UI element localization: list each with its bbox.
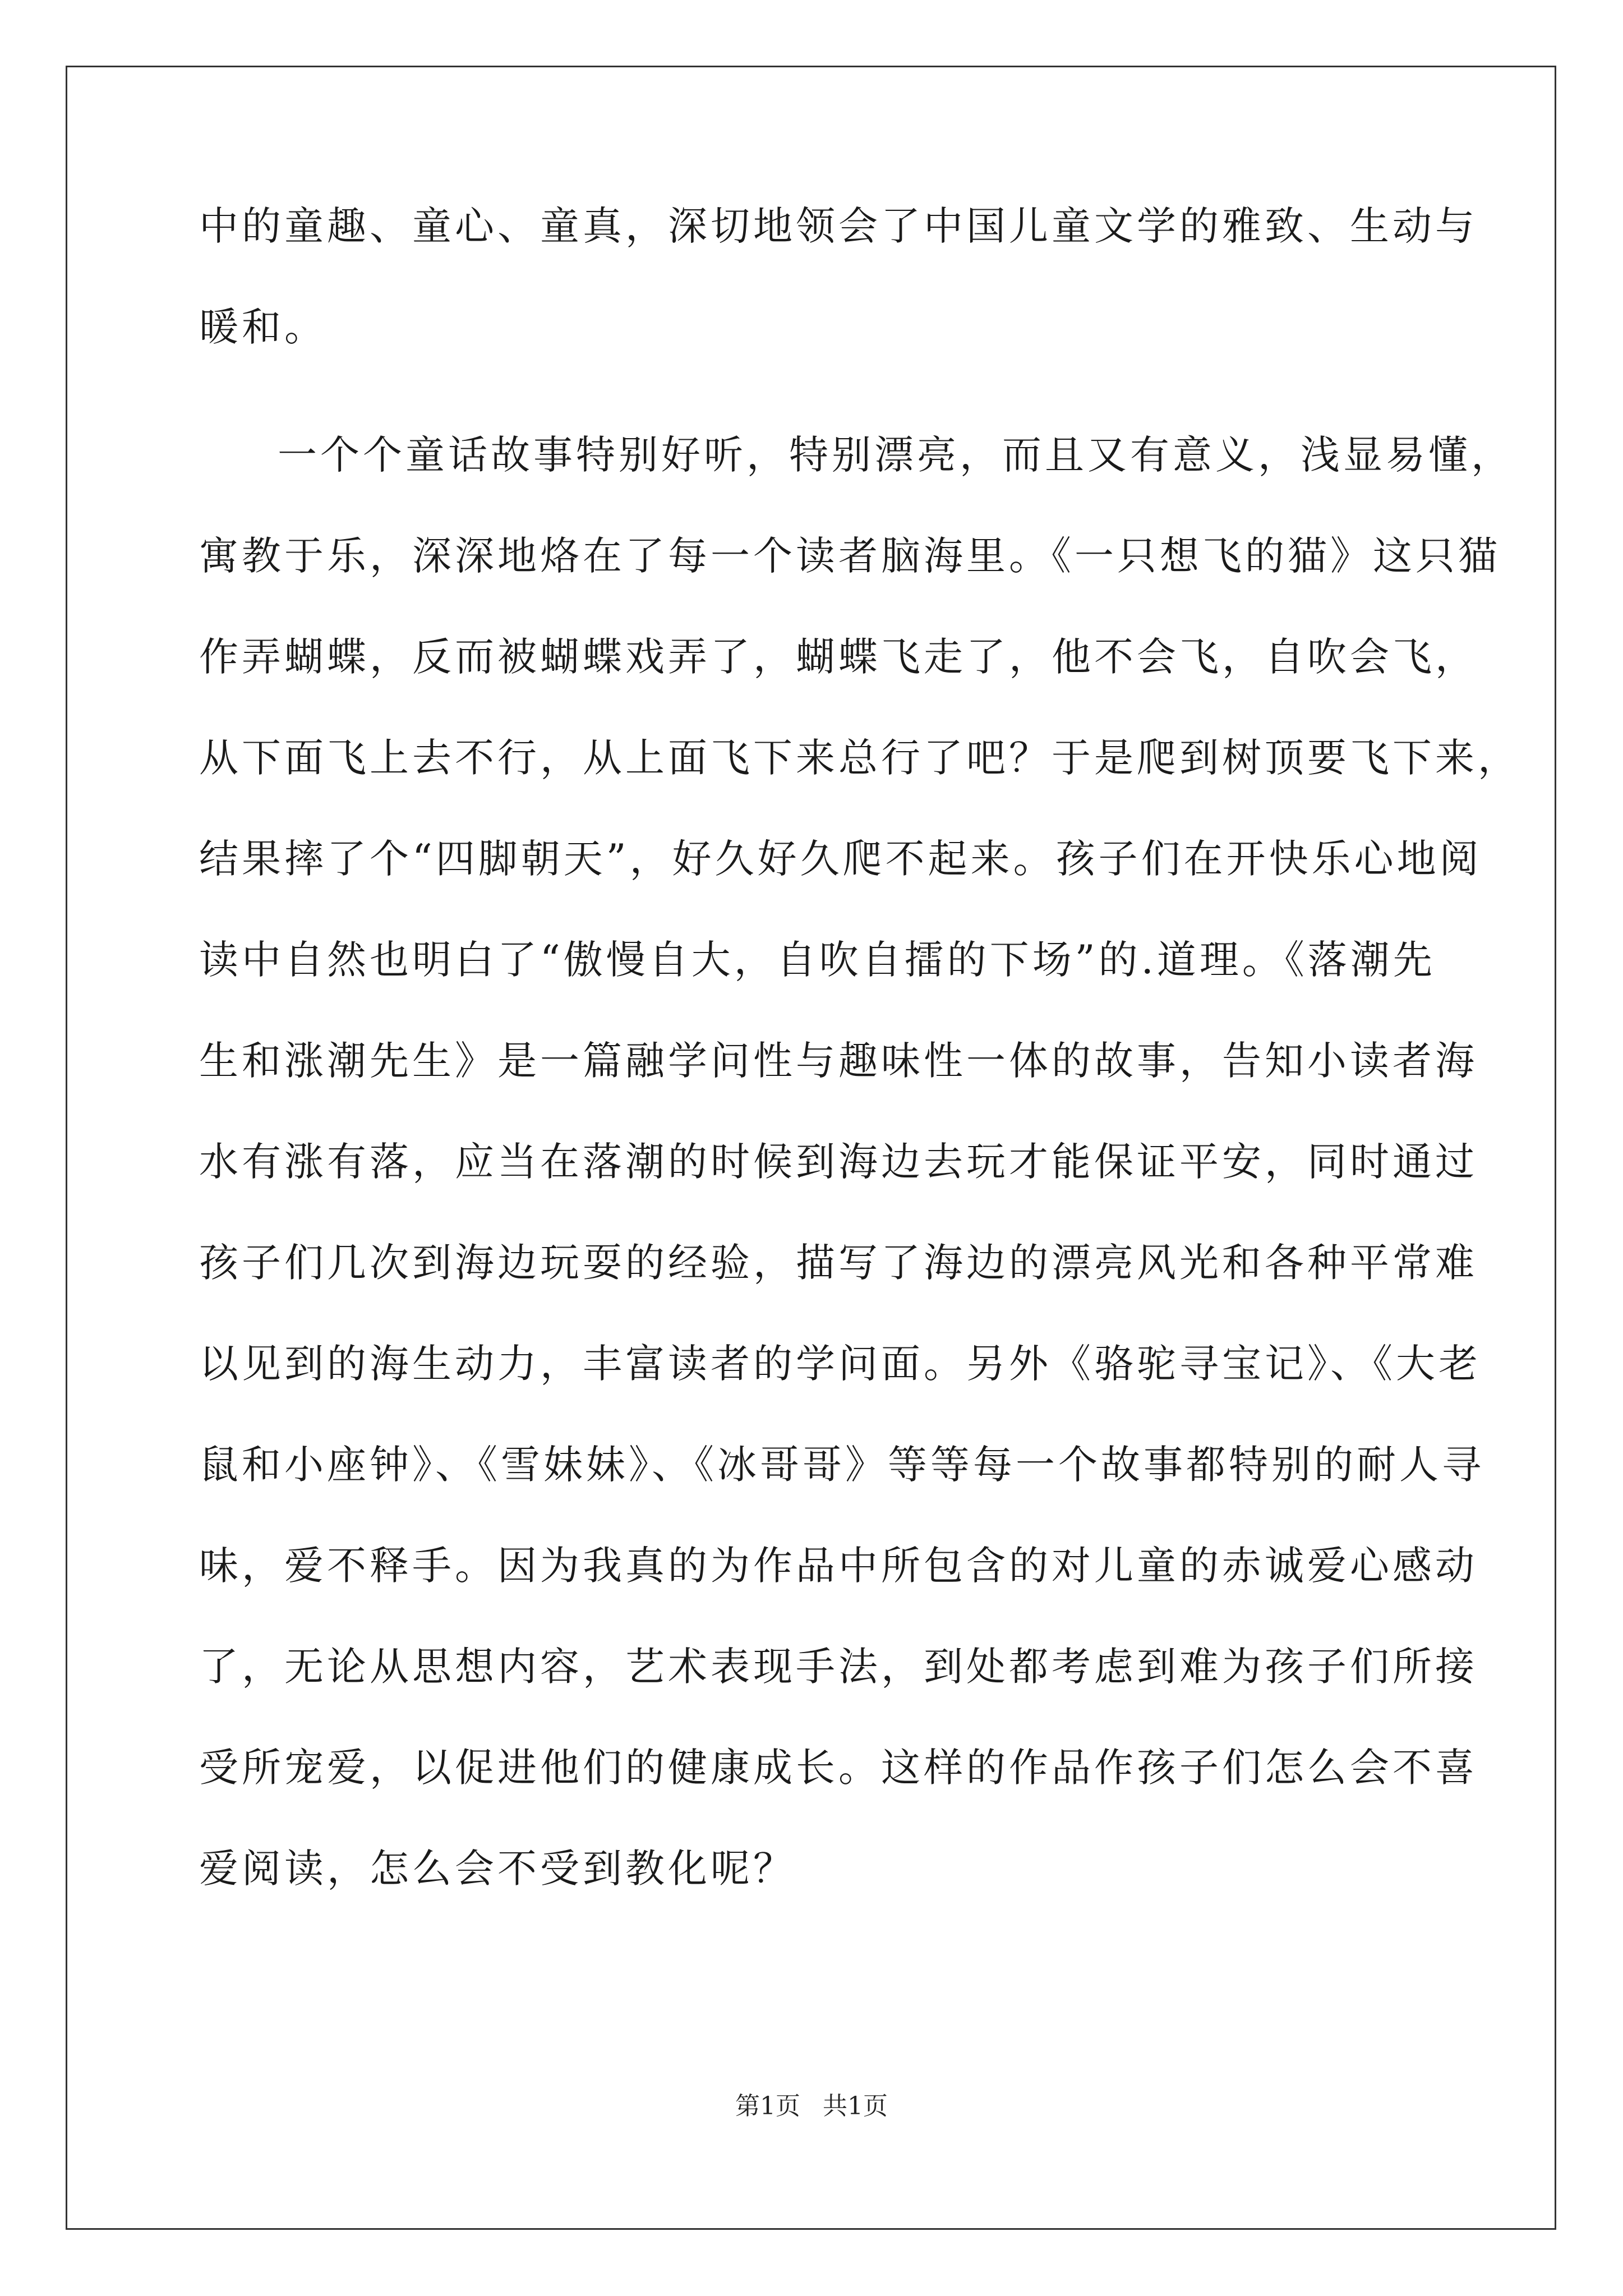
text-line: 以见到的海生动力，丰富读者的学问面。另外《骆驼寻宝记》、《大老: [199, 1341, 1481, 1387]
text-line: 结果摔了个“四脚朝天”，好久好久爬不起来。孩子们在开快乐心地阅: [199, 836, 1482, 882]
page-footer: [0, 2090, 1623, 2123]
text-line: 孩子们几次到海边玩耍的经验，描写了海边的漂亮风光和各种平常难: [199, 1240, 1478, 1286]
text-line: 鼠和小座钟》、《雪妹妹》、《冰哥哥》等等每一个故事都特别的耐人寻: [199, 1442, 1484, 1488]
text-line: 生和涨潮先生》是一篇融学问性与趣味性一体的故事，告知小读者海: [199, 1038, 1478, 1084]
text-line: 爱阅读，怎么会不受到教化呢？: [199, 1846, 796, 1892]
text-line: 受所宠爱，以促进他们的健康成长。这样的作品作孩子们怎么会不喜: [199, 1745, 1478, 1791]
text-line: 从下面飞上去不行，从上面飞下来总行了吧？于是爬到树顶要飞下来，: [199, 735, 1520, 781]
text-line: 味，爱不释手。因为我真的为作品中所包含的对儿童的赤诚爱心感动: [199, 1543, 1478, 1589]
page-number: 第1页: [735, 2092, 800, 2120]
text-line: 暖和。: [199, 304, 327, 350]
text-line: 寓教于乐，深深地烙在了每一个读者脑海里。《一只想飞的猫》这只猫: [199, 533, 1501, 579]
text-line: 中的童趣、童心、童真，深切地领会了中国儿童文学的雅致、生动与: [199, 203, 1478, 249]
paragraph-first-line: 一个个童话故事特别好听，特别漂亮，而且又有意义，浅显易懂，: [278, 432, 1514, 478]
text-line: 读中自然也明白了“傲慢自大，自吹自擂的下场”的.道理。《落潮先: [199, 937, 1436, 983]
text-line: 了，无论从思想内容，艺术表现手法，到处都考虑到难为孩子们所接: [199, 1644, 1478, 1690]
page-total: 共1页: [823, 2092, 888, 2120]
text-line: 作弄蝴蝶，反而被蝴蝶戏弄了，蝴蝶飞走了，他不会飞，自吹会飞，: [199, 634, 1478, 680]
text-line: 水有涨有落，应当在落潮的时候到海边去玩才能保证平安，同时通过: [199, 1139, 1478, 1185]
